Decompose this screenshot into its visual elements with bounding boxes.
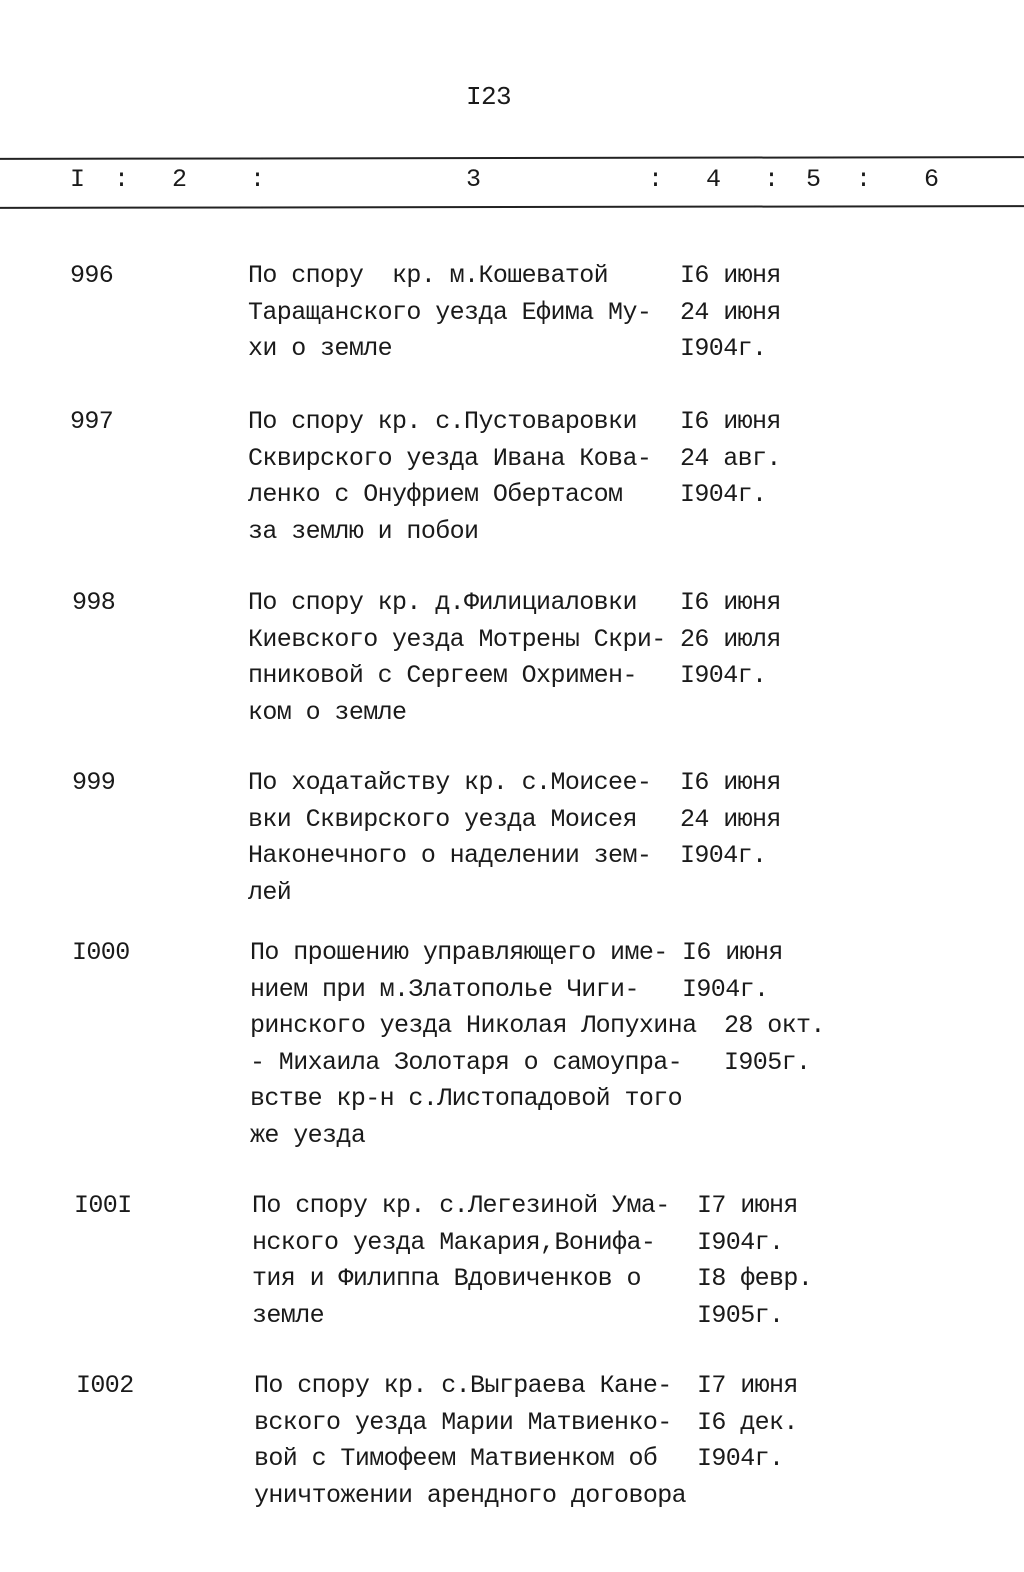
column-header: 2 (172, 165, 187, 194)
entry-date: 24 июня (680, 297, 781, 327)
entry-date: I904г. (680, 841, 767, 871)
entry-description-line: же уезда (250, 1121, 366, 1150)
entry-number: I000 (72, 938, 130, 967)
entry-date: I6 дек. (697, 1407, 798, 1437)
entry-date: I904г. (697, 1227, 784, 1257)
entry-date: 24 июня (680, 804, 781, 834)
header-top-rule (0, 156, 1024, 160)
column-separator: : (856, 165, 871, 194)
entry-date: I904г. (680, 334, 767, 364)
column-header: 3 (466, 165, 481, 194)
entry-description-line: вского уезда Марии Матвиенко- (254, 1407, 672, 1437)
column-separator: : (764, 165, 779, 194)
entry-date: I7 июня (697, 1191, 798, 1220)
entry-date: I904г. (680, 480, 767, 510)
entry-description-line: за землю и побои (248, 516, 479, 546)
entry-description-line: лей (248, 877, 292, 907)
column-separator: : (648, 165, 663, 194)
entry-description-line: ленко с Онуфрием Обертасом (248, 480, 623, 510)
entry-description-line: встве кр-н с.Листопадовой того (250, 1084, 683, 1114)
entry-date: I904г. (682, 974, 769, 1004)
entry-number: 996 (70, 261, 114, 290)
entry-description-line: Киевского уезда Мотрены Скри- (248, 624, 666, 654)
entry-description-line: Наконечного о наделении зем- (248, 841, 652, 871)
entry-description-line: По спору кр. с.Выграева Кане- (254, 1371, 672, 1400)
entry-date: 28 окт. (724, 1011, 825, 1041)
entry-date: 24 авг. (680, 443, 781, 473)
entry-date: I7 июня (697, 1371, 798, 1400)
entry-date: I904г. (680, 661, 767, 691)
entry-number: I002 (76, 1371, 134, 1400)
entry-number: 999 (72, 768, 116, 797)
entry-date: I6 июня (680, 261, 781, 290)
column-header: I (70, 165, 85, 194)
entry-description-line: По спору кр. д.Филициаловки (248, 588, 637, 617)
column-separator: : (114, 165, 129, 194)
entry-description-line: По спору кр. с.Легезиной Ума- (252, 1191, 670, 1220)
entry-description-line: земле (252, 1300, 325, 1330)
entry-description-line: По спору кр. с.Пустоваровки (248, 407, 637, 436)
column-header: 5 (806, 165, 821, 194)
page-number: I23 (466, 82, 512, 112)
entry-description-line: нского уезда Макария,Вонифа- (252, 1227, 656, 1257)
entry-number: I00I (74, 1191, 132, 1220)
entry-date: I905г. (697, 1300, 784, 1330)
entry-description-line: Таращанского уезда Ефима Му- (248, 297, 652, 327)
entry-date: I904г. (697, 1444, 784, 1474)
entry-description-line: вки Сквирского уезда Моисея (248, 804, 637, 834)
entry-date: I6 июня (680, 407, 781, 436)
entry-date: I6 июня (680, 768, 781, 797)
column-header: 6 (924, 165, 939, 194)
entry-description-line: нием при м.Златополье Чиги- (250, 974, 639, 1004)
entry-description-line: По ходатайству кр. с.Моисее- (248, 768, 652, 797)
entry-description-line: пниковой с Сергеем Охримен- (248, 661, 637, 691)
entry-description-line: ком о земле (248, 697, 407, 727)
entry-number: 997 (70, 407, 114, 436)
entry-description-line: ринского уезда Николая Лопухина (250, 1011, 697, 1041)
entry-number: 998 (72, 588, 116, 617)
entry-date: I8 февр. (697, 1264, 813, 1294)
entry-description-line: хи о земле (248, 334, 393, 364)
entry-date: I6 июня (682, 938, 783, 967)
entry-date: 26 июля (680, 624, 781, 654)
header-bottom-rule (0, 205, 1024, 209)
entry-description-line: уничтожении арендного договора (254, 1480, 687, 1510)
column-header: 4 (706, 165, 721, 194)
entry-description-line: По спору кр. м.Кошеватой (248, 261, 609, 290)
entry-description-line: По прошению управляющего име- (250, 938, 668, 967)
column-separator: : (250, 165, 265, 194)
entry-description-line: тия и Филиппа Вдовиченков о (252, 1264, 641, 1294)
entry-description-line: вой с Тимофеем Матвиенком об (254, 1444, 658, 1474)
entry-description-line: Сквирского уезда Ивана Кова- (248, 443, 652, 473)
entry-description-line: - Михаила Золотаря о самоупра- (250, 1047, 683, 1077)
entry-date: I6 июня (680, 588, 781, 617)
entry-date: I905г. (724, 1047, 811, 1077)
